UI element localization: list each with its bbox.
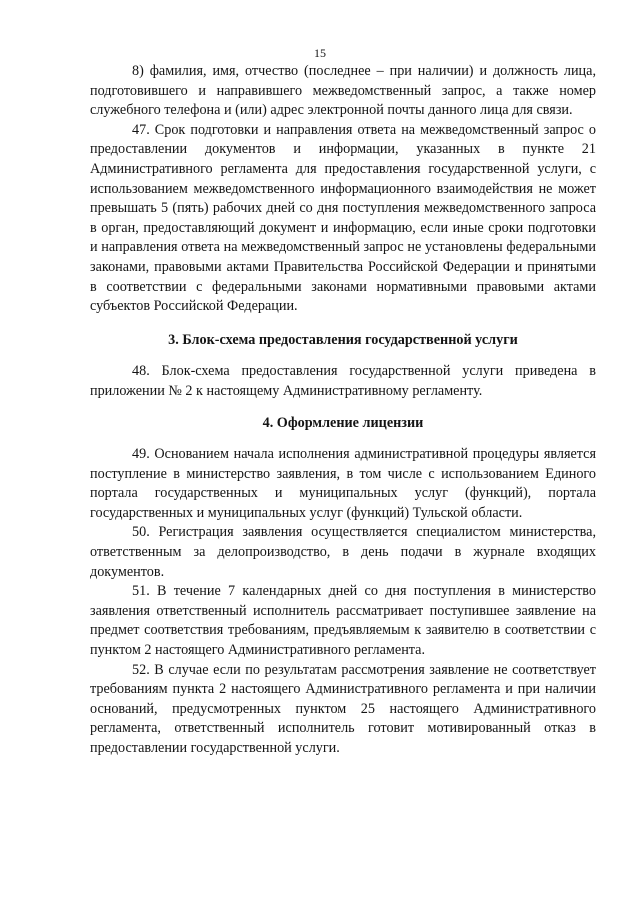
paragraph-47: 47. Срок подготовки и направления ответа на межведомственный запрос о предоставлении документов и информации, указанных в пункте 21 Административного регламента для предоставления государственной услуги, с использованием межведомственного информационного взаимодействия не может превышать 5 (пять) рабочих дней со дня поступления межведомственного запроса в орган, предоставляющий документ и информацию, если иные сроки подготовки и направления ответа на межведомственный запрос не установлены федеральными законами, правовыми актами Правительства Российской Федерации и принятыми в соответствии с федеральными законами нормативными правовыми актами субъектов Российской Федерации. — [90, 121, 596, 315]
paragraph-52: 52. В случае если по результатам рассмотрения заявление не соответствует требованиям пункта 2 настоящего Административного регламента и при наличии оснований, предусмотренных пунктом 25 настоящего Административного регламента, ответственный исполнитель готовит мотивированный отказ в предоставлении государственной услуги. — [90, 661, 596, 756]
paragraph-51: 51. В течение 7 календарных дней со дня поступления в министерство заявления ответственный исполнитель рассматривает поступившее заявление на предмет соответствия требованиям, предъявляемым к заявителю в соответствии с пунктом 2 настоящего Административного регламента. — [90, 583, 596, 659]
page-number: 15 — [314, 46, 326, 60]
section-heading-4: 4. Оформление лицензии — [262, 414, 424, 431]
section-heading-3: 3. Блок-схема предоставления государственной услуги — [168, 331, 518, 348]
paragraph-item-8: 8) фамилия, имя, отчество (последнее – при наличии) и должность лица, подготовившего и направившего межведомственный запрос, а также номер служебного телефона и (или) адрес электронной почты данного лица для связи. — [90, 63, 596, 119]
paragraph-50: 50. Регистрация заявления осуществляется специалистом министерства, ответственным за делопроизводство, в день подачи в журнале входящих документов. — [90, 524, 596, 580]
document-body — [90, 62, 596, 759]
paragraph-48: 48. Блок-схема предоставления государственной услуги приведена в приложении № 2 к настоящему Административному регламенту. — [90, 363, 596, 399]
paragraph-49: 49. Основанием начала исполнения административной процедуры является поступление в министерство заявления, в том числе с использованием Единого портала государственных и муниципальных услуг (функций), портала государственных и муниципальных услуг (функций) Тульской области. — [90, 446, 596, 521]
